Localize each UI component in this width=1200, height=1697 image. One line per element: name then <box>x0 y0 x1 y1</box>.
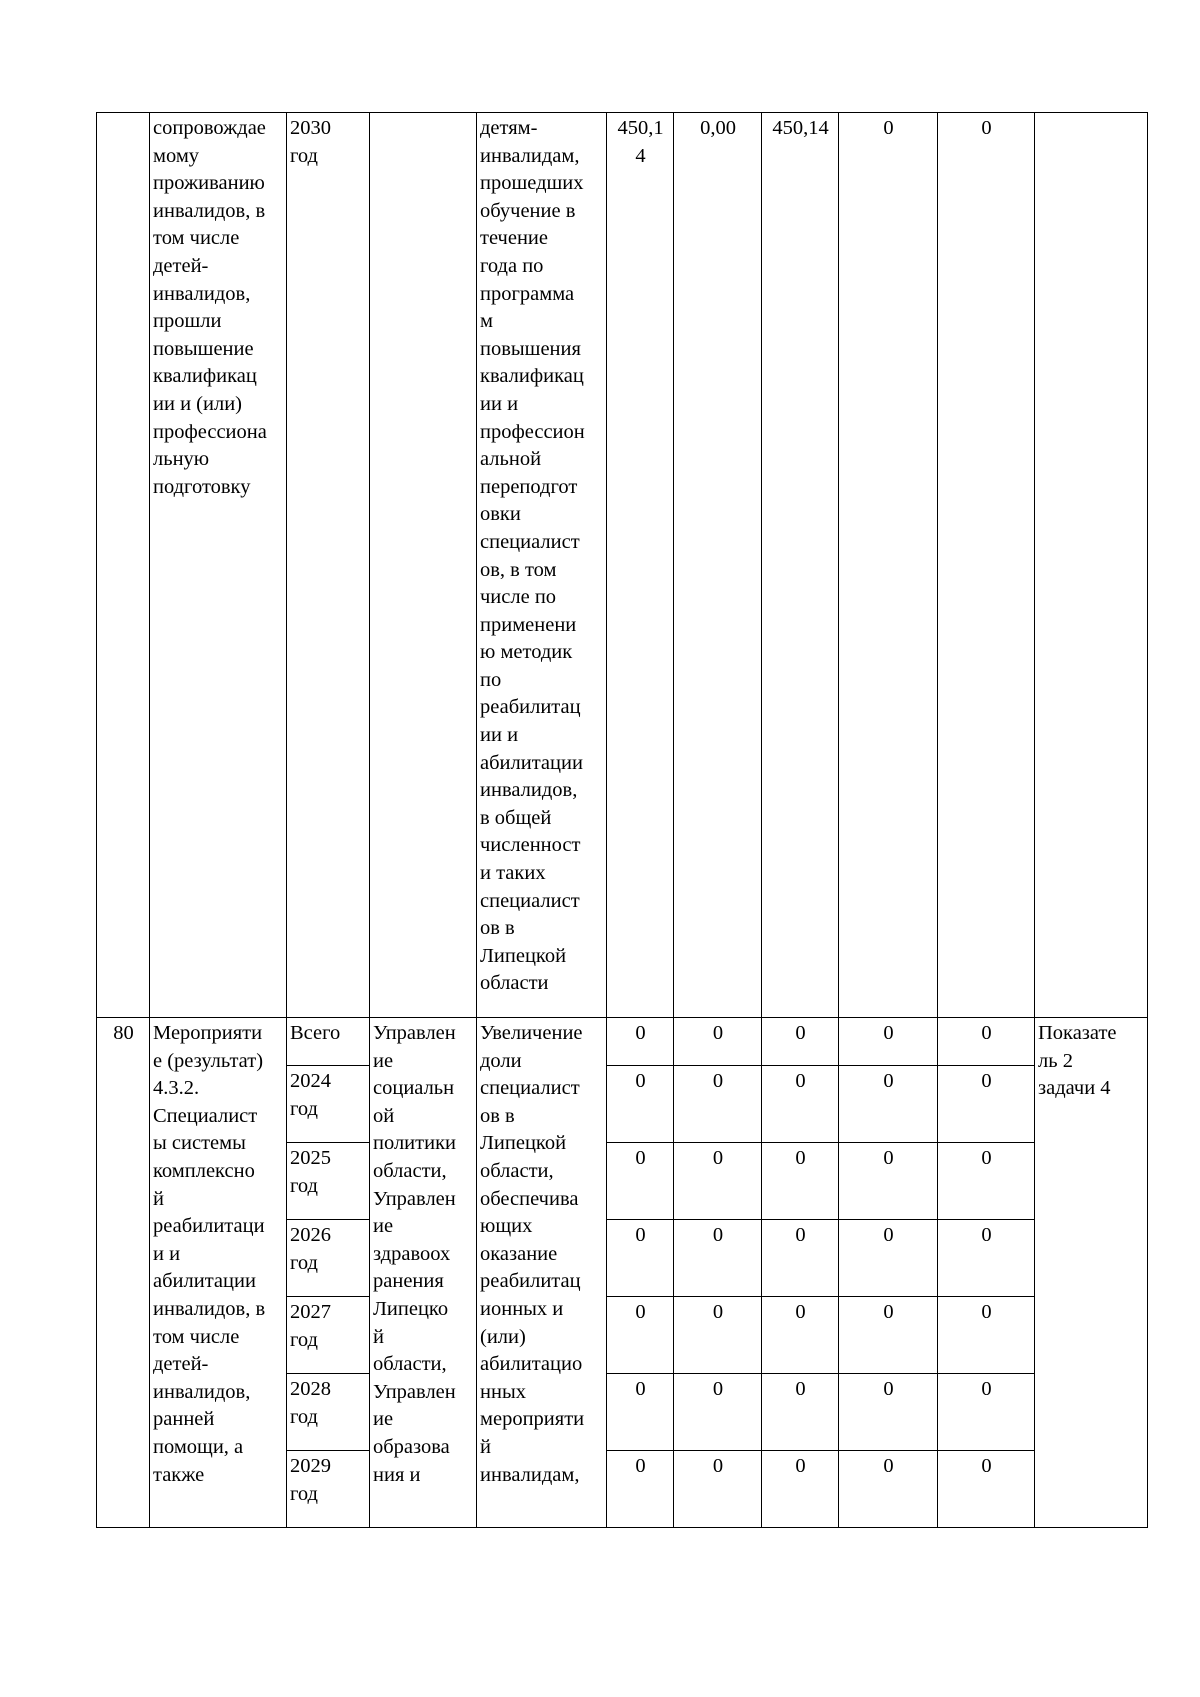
value-cell-2: 0 <box>674 1143 762 1220</box>
description-cell: Мероприяти е (результат) 4.3.2. Специалист ы системы комплексно й реабилитаци и и абилитации инвалидов, в том числе детей- инвалидов, ранней помощи, а также <box>150 1018 287 1528</box>
value-cell-2: 0 <box>674 1066 762 1143</box>
value-cell-4: 0 <box>839 113 938 1018</box>
value-cell-1: 0 <box>607 1451 674 1528</box>
table-row <box>97 1018 1148 1066</box>
value-cell-5: 0 <box>938 1297 1035 1374</box>
value-cell-4: 0 <box>839 1374 938 1451</box>
value-cell-4: 0 <box>839 1297 938 1374</box>
value-cell-5: 0 <box>938 1220 1035 1297</box>
value-cell-2: 0 <box>674 1018 762 1066</box>
goal-cell: детям- инвалидам, прошедших обучение в течение года по программа м повышения квалификац ии и профессион альной переподгот овки специалист ов, в том числе по применени ю методик по реабилитац ии и абилитации инвалидов, в общей численност и таких специалист ов в Липецкой области <box>477 113 607 1018</box>
value-cell-1: 0 <box>607 1297 674 1374</box>
value-cell-3: 0 <box>762 1143 839 1220</box>
value-cell-1: 450,1 4 <box>607 113 674 1018</box>
document-table <box>96 112 1148 1528</box>
value-cell-5: 0 <box>938 1018 1035 1066</box>
period-cell: 2025 год <box>287 1143 370 1220</box>
value-cell-3: 0 <box>762 1374 839 1451</box>
value-cell-5: 0 <box>938 1451 1035 1528</box>
value-cell-2: 0 <box>674 1297 762 1374</box>
value-cell-2: 0 <box>674 1220 762 1297</box>
description-cell: сопровождае мому проживанию инвалидов, в том числе детей- инвалидов, прошли повышение квалификац ии и (или) профессиона льную подготовку <box>150 113 287 1018</box>
value-cell-1: 0 <box>607 1220 674 1297</box>
table-row-continued <box>97 113 1148 1018</box>
value-cell-5: 0 <box>938 113 1035 1018</box>
value-cell-4: 0 <box>839 1018 938 1066</box>
value-cell-3: 0 <box>762 1018 839 1066</box>
period-cell: 2030 год <box>287 113 370 1018</box>
value-cell-3: 450,14 <box>762 113 839 1018</box>
value-cell-4: 0 <box>839 1451 938 1528</box>
indicator-cell <box>1035 113 1148 1018</box>
value-cell-2: 0 <box>674 1451 762 1528</box>
value-cell-4: 0 <box>839 1066 938 1143</box>
value-cell-3: 0 <box>762 1451 839 1528</box>
indicator-cell: Показате ль 2 задачи 4 <box>1035 1018 1148 1528</box>
value-cell-4: 0 <box>839 1220 938 1297</box>
value-cell-1: 0 <box>607 1066 674 1143</box>
executor-cell: Управлен ие социальн ой политики области, Управлен ие здравоох ранения Липецко й области, Управлен ие образова ния и <box>370 1018 477 1528</box>
executor-cell <box>370 113 477 1018</box>
value-cell-2: 0,00 <box>674 113 762 1018</box>
value-cell-3: 0 <box>762 1220 839 1297</box>
value-cell-5: 0 <box>938 1066 1035 1143</box>
row-number-cell: 80 <box>97 1018 150 1528</box>
period-cell: 2024 год <box>287 1066 370 1143</box>
period-cell: Всего <box>287 1018 370 1066</box>
period-cell: 2029 год <box>287 1451 370 1528</box>
value-cell-1: 0 <box>607 1143 674 1220</box>
goal-cell: Увеличение доли специалист ов в Липецкой области, обеспечива ющих оказание реабилитац ионных и (или) абилитацио нных мероприяти й инвалидам, <box>477 1018 607 1528</box>
value-cell-3: 0 <box>762 1297 839 1374</box>
value-cell-3: 0 <box>762 1066 839 1143</box>
row-number-cell <box>97 113 150 1018</box>
period-cell: 2027 год <box>287 1297 370 1374</box>
value-cell-1: 0 <box>607 1374 674 1451</box>
value-cell-5: 0 <box>938 1143 1035 1220</box>
period-cell: 2026 год <box>287 1220 370 1297</box>
value-cell-4: 0 <box>839 1143 938 1220</box>
value-cell-1: 0 <box>607 1018 674 1066</box>
value-cell-2: 0 <box>674 1374 762 1451</box>
value-cell-5: 0 <box>938 1374 1035 1451</box>
period-cell: 2028 год <box>287 1374 370 1451</box>
